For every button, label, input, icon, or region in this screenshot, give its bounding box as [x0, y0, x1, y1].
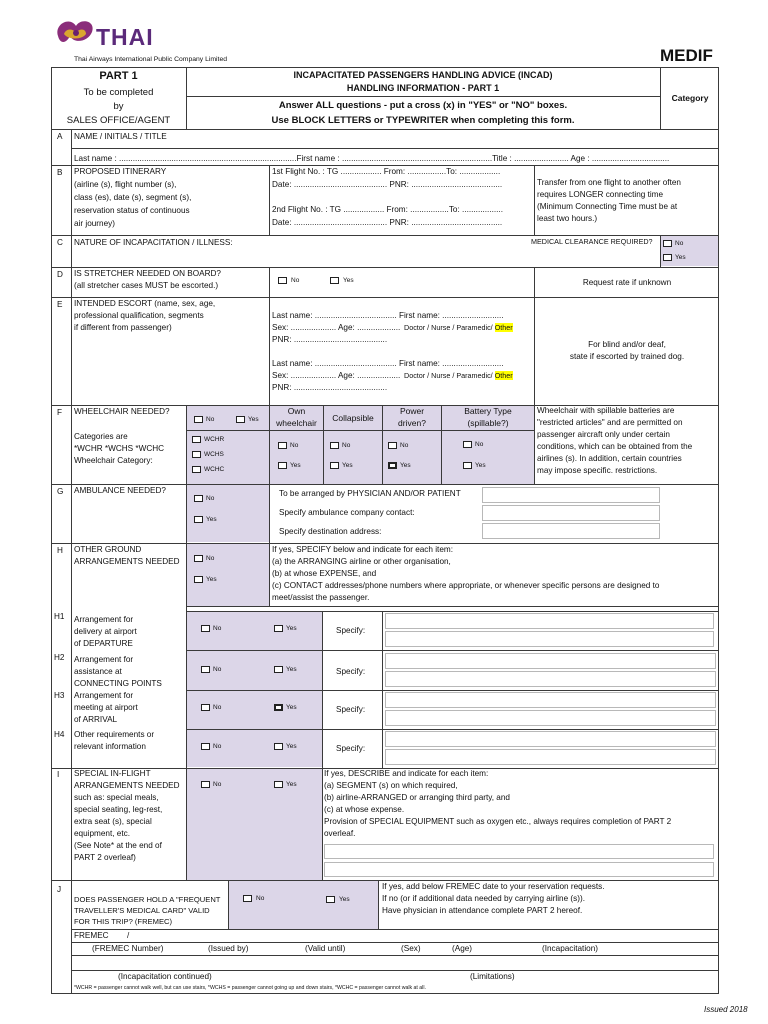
itinerary-note: requires LONGER connecting time [537, 190, 664, 199]
own-wheelchair-header: Own [287, 406, 306, 416]
incapacitation-col: (Incapacitation) [542, 944, 598, 953]
section-b-label: (airline (s), flight number (s), [74, 180, 177, 189]
h2-no-checkbox[interactable] [201, 666, 210, 673]
flight-2-fields[interactable]: 2nd Flight No. : TG .................. From: .................To: .................. [272, 205, 503, 214]
section-j-letter: J [57, 885, 62, 894]
power-driven-no-checkbox[interactable] [388, 442, 397, 449]
h4-yes-checkbox[interactable] [274, 743, 283, 750]
h3-specify-input[interactable] [385, 692, 716, 708]
ambulance-no-checkbox[interactable] [194, 495, 203, 502]
h2-label: assistance at [74, 667, 122, 676]
section-i-letter: I [57, 770, 60, 779]
checkbox-label: No [213, 743, 222, 750]
itinerary-note: least two hours.) [537, 214, 598, 223]
fremec-no-checkbox[interactable] [243, 895, 252, 902]
wheelchair-note: conditions, which can be obtained from the [537, 442, 693, 451]
checkbox-label: WCHR [204, 436, 225, 443]
wheelchair-note: passenger aircraft only under certain [537, 430, 670, 439]
inflight-no-checkbox[interactable] [201, 781, 210, 788]
fremec-label: FREMEC [74, 931, 109, 940]
section-h-letter: H [57, 546, 63, 555]
category-label: Category [671, 93, 709, 103]
escort-note: state if escorted by trained dog. [569, 352, 685, 361]
checkbox-label: No [213, 704, 222, 711]
inflight-instructions: Provision of SPECIAL EQUIPMENT such as oxygen etc., always requires completion of PART 2 [324, 817, 672, 826]
battery-yes-checkbox[interactable] [463, 462, 472, 469]
escort-note: For blind and/or deaf, [588, 340, 666, 349]
h3-label: of ARRIVAL [74, 715, 118, 724]
wheelchair-no-checkbox[interactable] [194, 416, 203, 423]
issued-date: Issued 2018 [704, 1005, 748, 1014]
ground-instructions: meet/assist the passenger. [272, 593, 370, 602]
thai-logo-emblem-icon [52, 14, 100, 50]
instruction-2: Use BLOCK LETTERS or TYPEWRITER when completing this form. [271, 115, 575, 126]
h4-specify-input[interactable] [385, 731, 716, 747]
h2-specify-input-2[interactable] [385, 671, 716, 687]
escort-role-text: Doctor / Nurse / Paramedic/ [404, 371, 495, 380]
section-b-label: air journey) [74, 219, 115, 228]
checkbox-label: No [213, 781, 222, 788]
section-h-label: OTHER GROUND [74, 545, 142, 554]
checkbox-label: No [475, 441, 484, 448]
section-g-label: AMBULANCE NEEDED? [74, 486, 166, 495]
wheelchair-categories: Wheelchair Category: [74, 456, 153, 465]
flight-1-date-fields[interactable]: Date: ......................................... PNR: ........................................ [272, 180, 503, 189]
ground-instructions: (b) at whose EXPENSE, and [272, 569, 377, 578]
section-i-label: special seating, leg-rest, [74, 805, 163, 814]
checkbox-label: No [291, 277, 300, 284]
section-e-label: INTENDED ESCORT (name, sex, age, [74, 299, 216, 308]
stretcher-note: Request rate if unknown [582, 278, 672, 287]
ambulance-contact-input[interactable] [482, 505, 660, 521]
own-wheelchair-header: wheelchair [276, 418, 317, 428]
h2-label: CONNECTING POINTS [74, 679, 162, 688]
h2-yes-checkbox[interactable] [274, 666, 283, 673]
inflight-instructions: overleaf. [324, 829, 356, 838]
h3-specify-input-2[interactable] [385, 710, 716, 726]
sex-col: (Sex) [401, 944, 421, 953]
destination-address-input[interactable] [482, 523, 660, 539]
checkbox-label: WCHC [204, 466, 225, 473]
stretcher-no-checkbox[interactable] [278, 277, 287, 284]
h4-label: Other requirements or [74, 730, 155, 739]
section-i-label: equipment, etc. [74, 829, 130, 838]
escort-1-pnr-field[interactable]: PNR: ......................................... [272, 335, 388, 344]
age-col: (Age) [452, 944, 473, 953]
ambulance-arrangement-input[interactable] [482, 487, 660, 503]
ambulance-yes-checkbox[interactable] [194, 516, 203, 523]
escort-2-role[interactable] [404, 371, 513, 382]
form-code: MEDIF [660, 46, 713, 65]
checkbox-label: Yes [339, 896, 350, 903]
section-f-label: WHEELCHAIR NEEDED? [74, 407, 170, 416]
ground-instructions: (c) CONTACT addresses/phone numbers where appropriate, or whenever specific persons are designed to [272, 581, 660, 590]
h4-no-checkbox[interactable] [201, 743, 210, 750]
ground-instructions: (a) the ARRANGING airline or other organisation, [272, 557, 451, 566]
inflight-yes-checkbox[interactable] [274, 781, 283, 788]
part-note-2: by [113, 101, 124, 112]
inflight-input[interactable] [324, 844, 714, 859]
destination-address-label: Specify destination address: [279, 527, 382, 536]
medical-clearance-label: MEDICAL CLEARANCE REQUIRED? [531, 237, 653, 246]
fremec-number-col: (FREMEC Number) [92, 944, 164, 953]
section-b-label: PROPOSED ITINERARY [74, 167, 167, 176]
h1-code: H1 [54, 612, 65, 621]
wheelchair-note: may impose specific. restrictions. [537, 466, 658, 475]
escort-1-role[interactable] [404, 323, 513, 334]
checkbox-label: Yes [286, 704, 297, 711]
checkbox-label: Yes [475, 462, 486, 469]
section-d-label: IS STRETCHER NEEDED ON BOARD? [74, 269, 221, 278]
section-g-letter: G [57, 487, 64, 496]
fremec-instructions: If yes, add below FREMEC date to your reservation requests. [382, 882, 605, 891]
h4-specify-label: Specify: [336, 744, 366, 753]
flight-1-fields[interactable]: 1st Flight No. : TG .................. From: .................To: .................. [272, 167, 501, 176]
valid-until-col: (Valid until) [305, 944, 346, 953]
collapsible-no-checkbox[interactable] [330, 442, 339, 449]
h1-label: Arrangement for [74, 615, 134, 624]
section-j-label: DOES PASSENGER HOLD A "FREQUENT [74, 895, 221, 904]
section-i-label: extra seat (s), special [74, 817, 152, 826]
battery-type-header: Battery Type [464, 406, 512, 416]
own-wheelchair-yes-checkbox[interactable] [278, 462, 287, 469]
inflight-instructions: (c) at whose expense. [324, 805, 405, 814]
checkbox-label: WCHS [204, 451, 224, 458]
wchr-checkbox[interactable] [192, 436, 201, 443]
h4-code: H4 [54, 730, 65, 739]
h1-yes-checkbox[interactable] [274, 625, 283, 632]
section-e-label: professional qualification, segments [74, 311, 204, 320]
checkbox-label: No [290, 442, 299, 449]
part-label: PART 1 [99, 70, 138, 82]
own-wheelchair-no-checkbox[interactable] [278, 442, 287, 449]
itinerary-note: (Minimum Connecting Time must be at [537, 202, 678, 211]
checkbox-label: No [256, 895, 265, 902]
form-subtitle: HANDLING INFORMATION - PART 1 [346, 83, 500, 93]
checkbox-label: No [213, 625, 222, 632]
h3-code: H3 [54, 691, 65, 700]
wheelchair-categories: Categories are [74, 432, 128, 441]
h1-label: of DEPARTURE [74, 639, 133, 648]
section-b-label: class (es), date (s), segment (s), [74, 193, 192, 202]
section-c-label: NATURE OF INCAPACITATION / ILLNESS: [74, 238, 233, 247]
ground-instructions: If yes, SPECIFY below and indicate for each item: [272, 545, 453, 554]
h3-label: Arrangement for [74, 691, 134, 700]
medical-clearance-yes-checkbox[interactable] [663, 254, 672, 261]
collapsible-yes-checkbox[interactable] [330, 462, 339, 469]
footnote: *WCHR = passenger cannot walk well, but can use stairs, *WCHS = passenger cannot going up and down stairs, *WCHC = passenger cannot walk at all. [74, 985, 426, 991]
fremec-instructions: If no (or if additional data needed by carrying airline (s)). [382, 894, 585, 903]
inflight-instructions: (b) airline-ARRANGED or arranging third party, and [324, 793, 510, 802]
escort-1-name-fields[interactable]: Last name: .................................... First name: ........................... [272, 311, 504, 320]
escort-1-sex-age-fields[interactable]: Sex: .................... Age: ................... [272, 323, 401, 332]
checkbox-label: Yes [248, 416, 259, 423]
h1-specify-input[interactable] [385, 613, 714, 629]
wheelchair-categories: *WCHR *WCHS *WCHC [74, 444, 165, 453]
inflight-instructions: If yes, DESCRIBE and indicate for each item: [324, 769, 489, 778]
checkbox-label: Yes [400, 462, 411, 469]
checkbox-label: No [206, 495, 215, 502]
escort-2-name-fields[interactable]: Last name: .................................... First name: ........................... [272, 359, 504, 368]
checkbox-label: No [213, 666, 222, 673]
name-fields[interactable]: Last name : ..............................................................................First name : ..................................................................Title : ........................ Age : .................................. [74, 154, 670, 163]
section-f-letter: F [57, 408, 63, 417]
inflight-input-2[interactable] [324, 862, 714, 877]
battery-type-header: (spillable?) [467, 418, 509, 428]
escort-2-pnr-field[interactable]: PNR: ......................................... [272, 383, 388, 392]
section-c-letter: C [57, 238, 63, 247]
fremec-instructions: Have physician in attendance complete PART 2 hereof. [382, 906, 583, 915]
checkbox-label: Yes [286, 625, 297, 632]
section-h-label: ARRANGEMENTS NEEDED [74, 557, 180, 566]
h3-specify-label: Specify: [336, 705, 366, 714]
wheelchair-note: "restricted articles" and are permitted on [537, 418, 683, 427]
checkbox-label: No [400, 442, 409, 449]
h2-specify-input[interactable] [385, 653, 716, 669]
part-note-3: SALES OFFICE/AGENT [66, 115, 171, 126]
wchc-checkbox[interactable] [192, 466, 201, 473]
wheelchair-note: airlines (s). In addition, certain countries [537, 454, 682, 463]
h1-specify-label: Specify: [336, 626, 366, 635]
fremec-yes-checkbox[interactable] [326, 896, 335, 903]
section-b-letter: B [57, 168, 63, 177]
escort-role-other: Other [494, 323, 513, 332]
incapacitation-continued-label: (Incapacitation continued) [118, 972, 212, 981]
wchs-checkbox[interactable] [192, 451, 201, 458]
form-title: INCAPACITATED PASSENGERS HANDLING ADVICE (INCAD) [293, 70, 553, 80]
checkbox-label: Yes [675, 254, 686, 261]
escort-role-other: Other [494, 371, 513, 380]
section-b-label: reservation status of continuous [74, 206, 190, 215]
instruction-1: Answer ALL questions - put a cross (x) in "YES" or "NO" boxes. [278, 100, 568, 111]
power-driven-yes-checkbox[interactable] [388, 462, 397, 469]
inflight-instructions: (a) SEGMENT (s) on which required, [324, 781, 458, 790]
h3-yes-checkbox[interactable] [274, 704, 283, 711]
section-j-label: TRAVELLER'S MEDICAL CARD" VALID [74, 906, 210, 915]
ground-arrangements-no-checkbox[interactable] [194, 555, 203, 562]
collapsible-header: Collapsible [332, 413, 374, 423]
power-driven-header: driven? [398, 418, 426, 428]
checkbox-label: No [342, 442, 351, 449]
section-i-label: (See Note* at the end of [74, 841, 162, 850]
part-note-1: To be completed [83, 87, 154, 98]
wheelchair-yes-checkbox[interactable] [236, 416, 245, 423]
ambulance-contact-label: Specify ambulance company contact: [279, 508, 415, 517]
checkbox-label: Yes [206, 516, 217, 523]
h1-no-checkbox[interactable] [201, 625, 210, 632]
checkbox-label: Yes [286, 666, 297, 673]
ground-arrangements-yes-checkbox[interactable] [194, 576, 203, 583]
checkbox-label: Yes [342, 462, 353, 469]
section-i-label: PART 2 overleaf) [74, 853, 136, 862]
checkbox-label: Yes [343, 277, 354, 284]
h2-code: H2 [54, 653, 65, 662]
power-driven-header: Power [399, 406, 425, 416]
section-d-letter: D [57, 270, 63, 279]
checkbox-label: Yes [206, 576, 217, 583]
limitations-label: (Limitations) [470, 972, 515, 981]
wheelchair-note: Wheelchair with spillable batteries are [537, 406, 675, 415]
section-a-label: NAME / INITIALS / TITLE [74, 132, 167, 141]
h4-specify-input-2[interactable] [385, 749, 716, 765]
battery-no-checkbox[interactable] [463, 441, 472, 448]
ambulance-arrangement-text: To be arranged by PHYSICIAN AND/OR PATIENT [279, 489, 461, 498]
h2-label: Arrangement for [74, 655, 134, 664]
checkbox-label: Yes [286, 743, 297, 750]
h1-specify-input-2[interactable] [385, 631, 714, 647]
checkbox-label: Yes [286, 781, 297, 788]
section-i-label: such as: special meals, [74, 793, 159, 802]
h1-label: delivery at airport [74, 627, 137, 636]
section-e-letter: E [57, 300, 63, 309]
section-i-label: SPECIAL IN-FLIGHT [74, 769, 151, 778]
company-name: Thai Airways International Public Company Limited [74, 56, 228, 63]
medical-clearance-no-checkbox[interactable] [663, 240, 672, 247]
itinerary-note: Transfer from one flight to another often [537, 178, 681, 187]
section-d-label: (all stretcher cases MUST be escorted.) [74, 281, 219, 290]
checkbox-label: No [206, 416, 215, 423]
section-e-label: if different from passenger) [74, 323, 172, 332]
h3-label: meeting at airport [74, 703, 138, 712]
stretcher-yes-checkbox[interactable] [330, 277, 339, 284]
issued-by-col: (Issued by) [208, 944, 249, 953]
section-j-label: FOR THIS TRIP? (FREMEC) [74, 917, 173, 926]
h2-specify-label: Specify: [336, 667, 366, 676]
h4-label: relevant information [74, 742, 146, 751]
logo-text: THAI [96, 24, 154, 50]
escort-role-text: Doctor / Nurse / Paramedic/ [404, 323, 495, 332]
section-a-letter: A [57, 132, 63, 141]
escort-2-sex-age-fields[interactable]: Sex: .................... Age: ................... [272, 371, 401, 380]
section-i-label: ARRANGEMENTS NEEDED [74, 781, 180, 790]
checkbox-label: Yes [290, 462, 301, 469]
h3-no-checkbox[interactable] [201, 704, 210, 711]
flight-2-date-fields[interactable]: Date: ......................................... PNR: ........................................ [272, 218, 503, 227]
fremec-separator: / [127, 931, 130, 940]
checkbox-label: No [206, 555, 215, 562]
checkbox-label: No [675, 240, 684, 247]
